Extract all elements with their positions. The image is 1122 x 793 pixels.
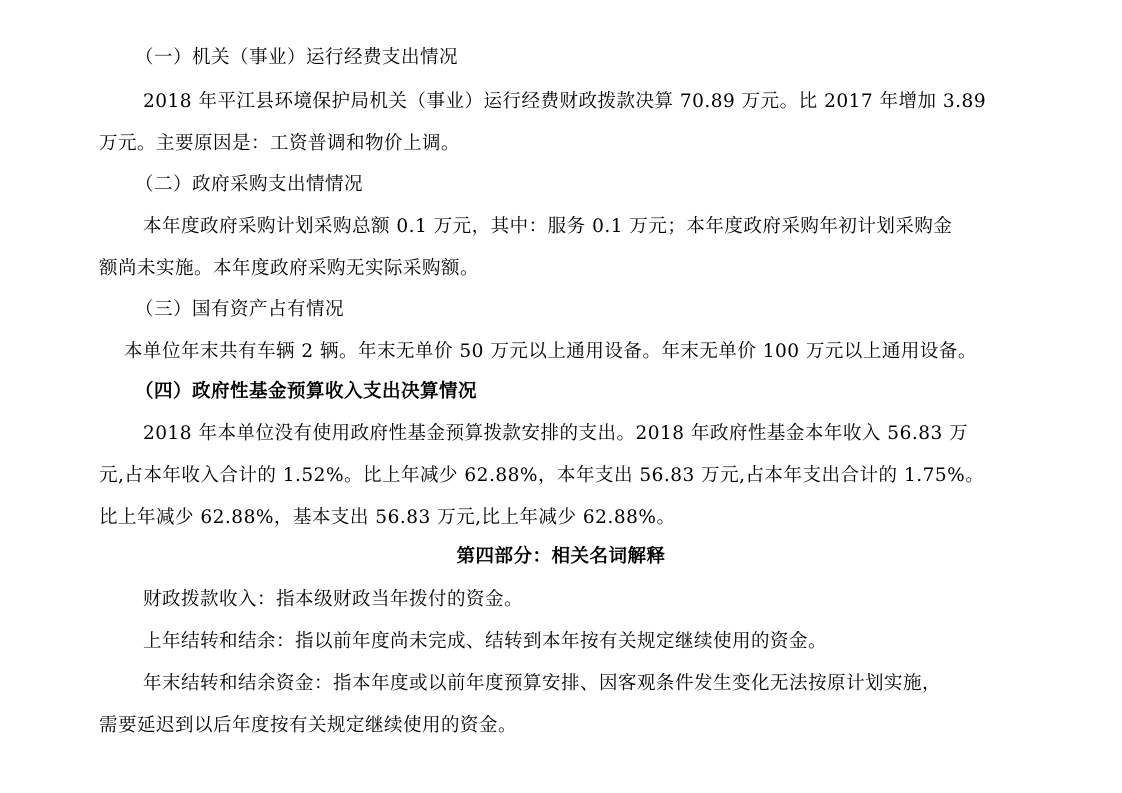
section3-heading: （三）国有资产占有情况 (135, 299, 345, 320)
section4-paragraph-line3: 比上年减少 62.88%，基本支出 56.83 万元,比上年减少 62.88%。 (99, 507, 676, 528)
term-year-end-carryover-line1: 年末结转和结余资金：指本年度或以前年度预算安排、因客观条件发生变化无法按原计划实施， (143, 673, 942, 694)
section4-heading: （四）政府性基金预算收入支出决算情况 (135, 381, 478, 402)
section1-paragraph-line2: 万元。主要原因是：工资普调和物价上调。 (99, 133, 461, 154)
term-fiscal-appropriation-income: 财政拨款收入：指本级财政当年拨付的资金。 (143, 589, 524, 610)
section2-paragraph-line1: 本年度政府采购计划采购总额 0.1 万元，其中：服务 0.1 万元；本年度政府采购年初计划采购金 (143, 216, 953, 237)
section1-heading: （一）机关（事业）运行经费支出情况 (135, 47, 459, 68)
term-year-end-carryover-line2: 需要延迟到以后年度按有关规定继续使用的资金。 (99, 715, 518, 736)
term-prior-year-carryover: 上年结转和结余：指以前年度尚未完成、结转到本年按有关规定继续使用的资金。 (143, 631, 828, 652)
part4-title: 第四部分：相关名词解释 (456, 546, 666, 567)
section4-paragraph-line2: 元,占本年收入合计的 1.52%。比上年减少 62.88%，本年支出 56.83 万元,占本年支出合计的 1.75%。 (99, 465, 985, 486)
section4-paragraph-line1: 2018 年本单位没有使用政府性基金预算拨款安排的支出。2018 年政府性基金本年收入 56.83 万 (143, 423, 969, 444)
section2-paragraph-line2: 额尚未实施。本年度政府采购无实际采购额。 (99, 258, 480, 279)
section2-heading: （二）政府采购支出情情况 (135, 174, 364, 195)
section1-paragraph-line1: 2018 年平江县环境保护局机关（事业）运行经费财政拨款决算 70.89 万元。比 2017 年增加 3.89 (143, 91, 987, 112)
section3-paragraph-line1: 本单位年末共有车辆 2 辆。年末无单价 50 万元以上通用设备。年末无单价 100 万元以上通用设备。 (124, 341, 977, 362)
